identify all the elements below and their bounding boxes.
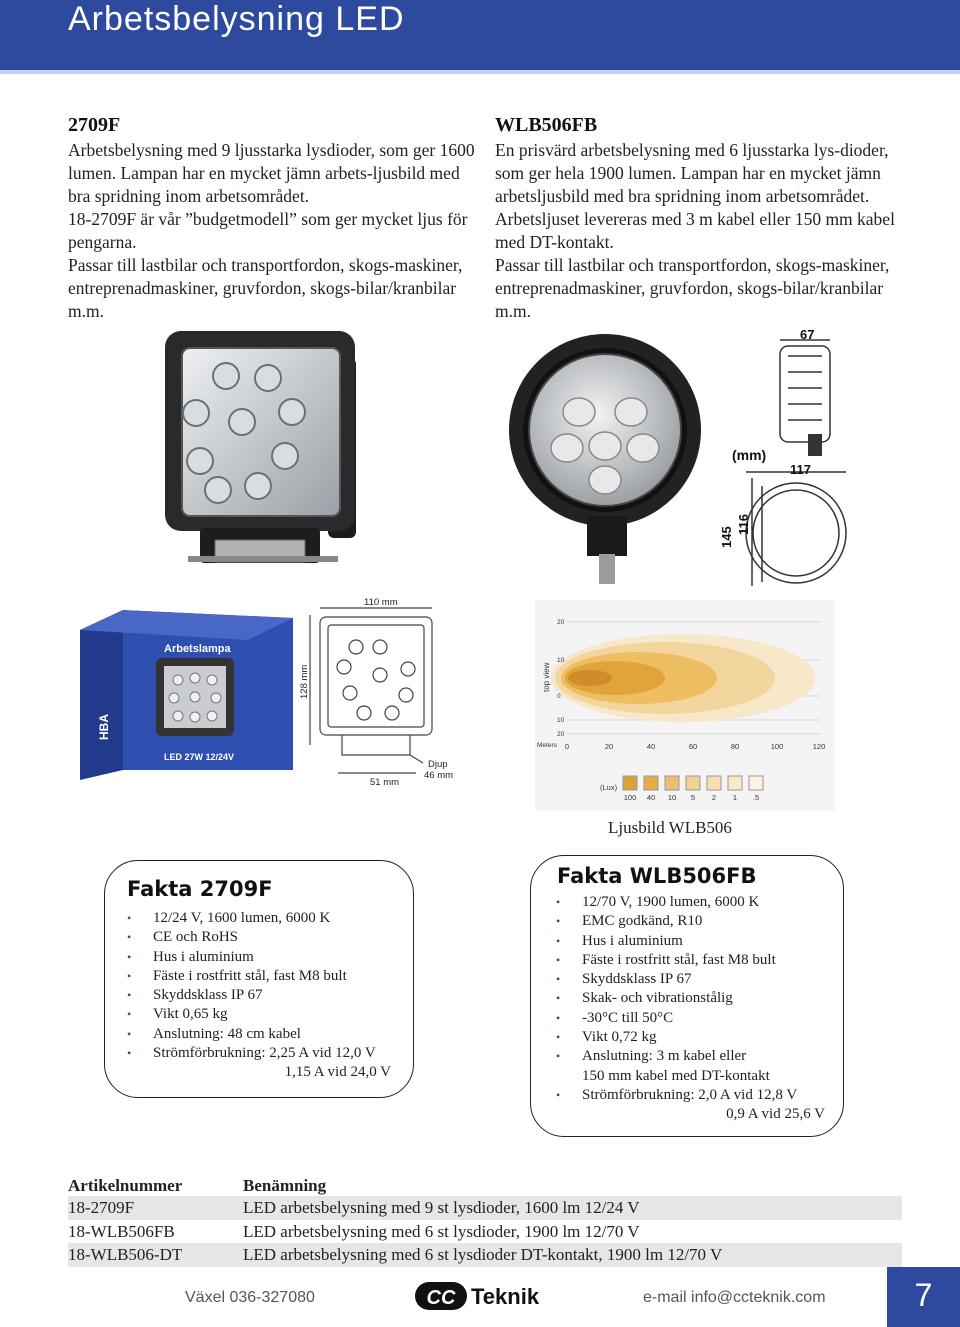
dim-117: 117	[790, 462, 811, 477]
lux-label: (Lux)	[600, 783, 618, 792]
paragraph: En prisvärd arbetsbelysning med 6 ljusstarka lys-dioder, som ger hela 1900 lumen. Lampan har en mycket jämn arbetsljusbild med bra spridning inom arbetsområdet. Arbetsljuset levereras med 3 m kabel eller 150 mm kabel med DT-kontakt.	[495, 140, 895, 252]
lux-swatch	[728, 776, 742, 790]
lux-value: .5	[752, 793, 760, 802]
lux-swatch	[707, 776, 721, 790]
dim-46: 46 mm	[424, 770, 454, 781]
fact-box-title: Fakta WLB506FB	[557, 864, 757, 888]
dim-128: 128 mm	[299, 664, 310, 699]
lux-swatch	[665, 776, 679, 790]
beam-x-tick: 60	[688, 742, 698, 751]
dim-116: 116	[736, 514, 751, 535]
footer-phone: Växel 036-327080	[185, 1289, 315, 1306]
article-table	[68, 1176, 902, 1267]
beam-y-tick: 0	[557, 693, 561, 700]
paragraph: 18-2709F är vår ”budgetmodell” som ger mycket ljus för pengarna.	[68, 209, 468, 252]
article-description: LED arbetsbelysning med 6 st lysdioder DT-kontakt, 1900 lm 12/70 V	[243, 1245, 723, 1264]
logo-mark: CC	[426, 1287, 456, 1309]
dim-unit: (mm)	[732, 447, 767, 463]
fact-item: • Hus i aluminium	[127, 948, 407, 967]
product-heading: 2709F	[68, 114, 121, 136]
page-number: 7	[887, 1267, 960, 1327]
column-header-description: Benämning	[243, 1176, 327, 1195]
lux-swatch	[749, 776, 763, 790]
fact-item: • Hus i aluminium	[556, 932, 841, 951]
lux-swatch	[686, 776, 700, 790]
beam-pattern-chart	[535, 600, 835, 815]
paragraph: Arbetsbelysning med 9 ljusstarka lysdioder, som ger 1600 lumen. Lampan har en mycket jämn arbets-ljusbild med bra spridning inom arbetsområdet.	[68, 140, 475, 206]
fact-item: • Strömförbrukning: 2,25 A vid 12,0 V	[127, 1044, 407, 1063]
article-number: 18-WLB506FB	[68, 1221, 175, 1241]
fact-item-continuation: 1,15 A vid 24,0 V	[284, 1064, 391, 1081]
bullet-icon: •	[556, 1087, 561, 1102]
fact-box-2709f	[104, 860, 414, 1098]
fact-item: • Anslutning: 3 m kabel eller	[556, 1047, 841, 1066]
fact-box-wlb506fb	[530, 855, 844, 1137]
bullet-icon: •	[556, 991, 561, 1006]
lux-value: 2	[711, 793, 717, 802]
square-lamp-dimension-drawing	[298, 595, 468, 795]
product-box-image	[78, 600, 298, 795]
fact-item: • EMC godkänd, R10	[556, 912, 841, 931]
bullet-icon: •	[556, 972, 561, 987]
beam-y-tick: 10	[557, 657, 565, 664]
fact-item: • Fäste i rostfritt stål, fast M8 bult	[556, 951, 841, 970]
cc-teknik-logo	[415, 1279, 545, 1318]
lux-value: 40	[646, 793, 656, 802]
fact-item: • 12/24 V, 1600 lumen, 6000 K	[127, 909, 407, 928]
product-heading: WLB506FB	[495, 114, 598, 136]
article-description: LED arbetsbelysning med 9 st lysdioder, 1600 lm 12/24 V	[243, 1198, 640, 1217]
beam-y-tick: 20	[557, 619, 565, 626]
dim-145: 145	[719, 526, 734, 548]
beam-x-tick: 0	[564, 742, 570, 751]
beam-x-tick: 100	[770, 742, 784, 751]
fact-item: • Strömförbrukning: 2,0 A vid 12,8 V	[556, 1086, 841, 1105]
article-number: 18-WLB506-DT	[68, 1245, 183, 1264]
beam-top-view-label: top view	[542, 662, 551, 692]
dim-67: 67	[800, 328, 815, 342]
paragraph: Passar till lastbilar och transportfordon, skogs-maskiner, entreprenadmaskiner, gruvfordon, skogs-bilar/kranbilar m.m.	[68, 255, 463, 321]
fact-list	[127, 909, 407, 1083]
table-header-row	[68, 1176, 902, 1196]
beam-x-tick: 40	[646, 742, 656, 751]
dim-51: 51 mm	[370, 777, 400, 788]
beam-chart-caption: Ljusbild WLB506	[608, 818, 732, 837]
fact-item: • Anslutning: 48 cm kabel	[127, 1025, 407, 1044]
beam-x-tick: 20	[604, 742, 614, 751]
bullet-icon: •	[127, 930, 132, 945]
bullet-icon: •	[127, 949, 132, 964]
fact-box-title: Fakta 2709F	[127, 877, 273, 901]
fact-item: • CE och RoHS	[127, 928, 407, 947]
column-header-article-number: Artikelnummer	[68, 1176, 183, 1195]
beam-x-tick: 120	[812, 742, 826, 751]
bullet-icon: •	[556, 895, 561, 909]
bullet-icon: •	[556, 1010, 561, 1025]
lux-swatch	[623, 776, 637, 790]
table-row	[68, 1220, 902, 1244]
table-row	[68, 1243, 902, 1267]
box-model-label: LED 27W 12/24V	[164, 752, 235, 762]
round-lamp-image	[505, 330, 715, 595]
lux-value: 10	[667, 793, 677, 802]
bullet-icon: •	[556, 1049, 561, 1064]
fact-item: • Skak- och vibrationstålig	[556, 989, 841, 1008]
bullet-icon: •	[556, 914, 561, 929]
bullet-icon: •	[556, 952, 561, 967]
article-number: 18-2709F	[68, 1198, 135, 1217]
page-title: Arbetsbelysning LED	[68, 0, 405, 38]
bullet-icon: •	[556, 933, 561, 948]
fact-item-continuation: 0,9 A vid 25,6 V	[726, 1106, 825, 1123]
lux-value: 5	[690, 793, 696, 802]
dim-depth-label: Djup	[428, 759, 448, 770]
box-hba-label: HBA	[97, 714, 111, 740]
lux-value: 100	[623, 793, 637, 802]
article-description: LED arbetsbelysning med 6 st lysdioder, 1900 lm 12/70 V	[243, 1221, 640, 1241]
bullet-icon: •	[556, 1030, 561, 1045]
bullet-icon: •	[127, 911, 132, 925]
product-2709f-description	[68, 113, 478, 323]
header-divider	[0, 70, 960, 74]
round-lamp-dimension-drawing	[718, 328, 878, 595]
fact-item: • Skyddsklass IP 67	[127, 986, 407, 1005]
fact-item: • -30°C till 50°C	[556, 1009, 841, 1028]
fact-item-continuation: 150 mm kabel med DT-kontakt	[582, 1067, 770, 1084]
fact-list	[556, 893, 841, 1125]
lux-swatch	[644, 776, 658, 790]
beam-y-tick: 10	[557, 717, 565, 724]
bullet-icon: •	[127, 1026, 132, 1041]
fact-item: • Fäste i rostfritt stål, fast M8 bult	[127, 967, 407, 986]
fact-item: • Vikt 0,65 kg	[127, 1005, 407, 1024]
footer-email: e-mail info@ccteknik.com	[643, 1289, 826, 1306]
box-brand-label: Arbetslampa	[164, 643, 231, 655]
fact-item: • Vikt 0,72 kg	[556, 1028, 841, 1047]
table-row	[68, 1196, 902, 1220]
lux-value: 1	[732, 793, 738, 802]
dim-110: 110 mm	[364, 597, 398, 608]
paragraph: Passar till lastbilar och transportfordon, skogs-maskiner, entreprenadmaskiner, gruvfordon, skogs-bilar/kranbilar m.m.	[495, 255, 890, 321]
fact-item: • 12/70 V, 1900 lumen, 6000 K	[556, 893, 841, 912]
bullet-icon: •	[127, 1007, 132, 1022]
beam-y-tick: 20	[557, 731, 565, 738]
beam-meters-label: Meters	[537, 742, 557, 749]
bullet-icon: •	[127, 988, 132, 1003]
product-wlb506fb-description	[495, 113, 907, 323]
square-lamp-image	[160, 328, 365, 583]
bullet-icon: •	[127, 1046, 132, 1061]
fact-item: • Skyddsklass IP 67	[556, 970, 841, 989]
bullet-icon: •	[127, 968, 132, 983]
logo-text: Teknik	[471, 1284, 540, 1309]
beam-x-tick: 80	[730, 742, 740, 751]
